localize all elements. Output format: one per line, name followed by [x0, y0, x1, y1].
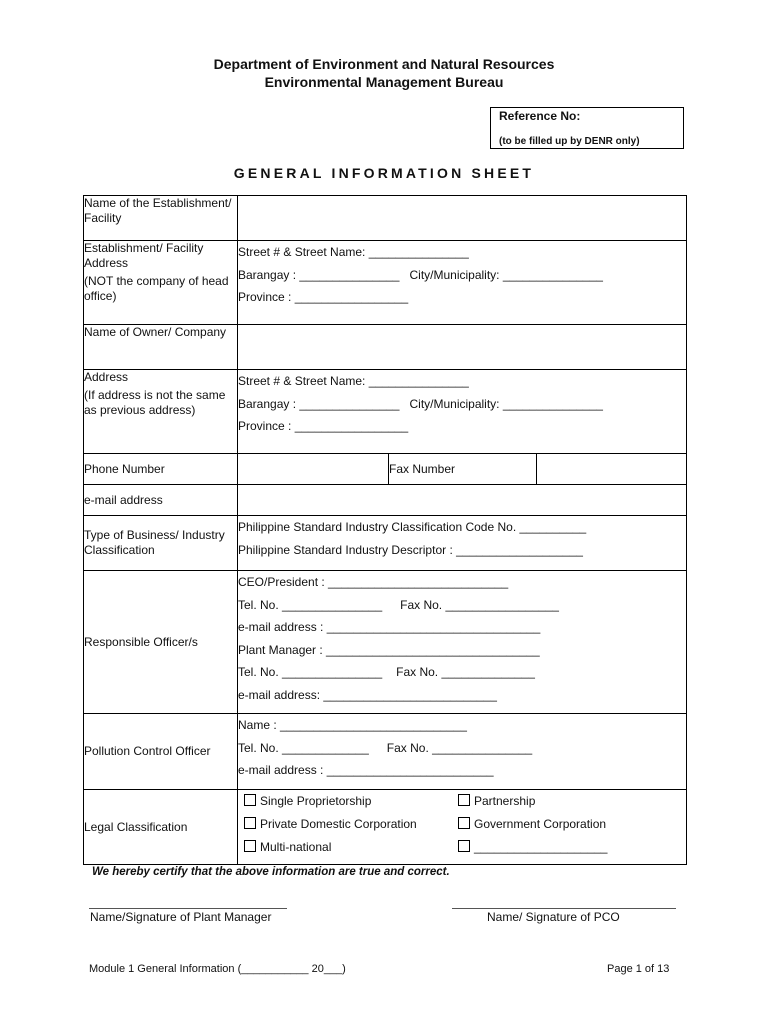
facility-address-label-cell: [84, 241, 238, 325]
pm-tel: Tel. No. _______________: [238, 665, 383, 679]
facility-address-field[interactable]: [238, 241, 687, 325]
agency-name: Department of Environment and Natural Resources: [213, 56, 555, 72]
pm-fax: Fax No. ______________: [396, 665, 535, 679]
footer-page-number: Page 1 of 13: [607, 963, 670, 975]
facility-address-note: (NOT the company of head office): [84, 274, 229, 303]
pco-name-line: Name : ____________________________: [238, 718, 467, 732]
pco-field[interactable]: [238, 714, 687, 790]
psic-descriptor-line: Philippine Standard Industry Descriptor : ___________________: [238, 542, 583, 557]
phone-label: Phone Number: [84, 454, 238, 485]
checkbox-icon[interactable]: [458, 817, 470, 829]
reference-label: Reference No:: [499, 109, 581, 123]
checkbox-icon[interactable]: [244, 840, 256, 852]
pco-tel: Tel. No. _____________: [238, 740, 369, 755]
fax-field[interactable]: [537, 454, 687, 485]
ceo-line: CEO/President : ___________________________: [238, 575, 509, 589]
checkbox-icon[interactable]: [458, 794, 470, 806]
bureau-name: Environmental Management Bureau: [264, 74, 504, 90]
option-government-corporation[interactable]: Government Corporation: [458, 813, 606, 835]
page-title: GENERAL INFORMATION SHEET: [233, 165, 535, 181]
pco-label: Pollution Control Officer: [84, 714, 238, 790]
plant-manager-signature-label: Name/Signature of Plant Manager: [90, 910, 272, 924]
row-pco: [84, 714, 687, 790]
option-single-proprietorship[interactable]: Single Proprietorship: [244, 790, 371, 812]
facility-street-line: Street # & Street Name: _______________: [238, 245, 469, 259]
responsible-label: Responsible Officer/s: [84, 571, 238, 714]
legal-label: Legal Classification: [84, 790, 238, 865]
facility-barangay-city-line: [238, 264, 686, 287]
row-responsible-officers: [84, 571, 687, 714]
pco-tel-fax-line: [238, 737, 686, 760]
facility-city: City/Municipality: _______________: [409, 267, 603, 282]
checkbox-icon[interactable]: [458, 840, 470, 852]
address-province-line: Province : _________________: [238, 419, 409, 433]
establishment-name-label: Name of the Establishment/ Facility: [84, 196, 238, 241]
checkbox-icon[interactable]: [244, 794, 256, 806]
row-owner: [84, 325, 687, 370]
facility-province-line: Province : _________________: [238, 290, 409, 304]
option-private-domestic-corporation[interactable]: Private Domestic Corporation: [244, 813, 417, 835]
pm-tel-fax-line: [238, 661, 686, 684]
email-label: e-mail address: [84, 485, 238, 516]
address-label-cell: [84, 370, 238, 454]
address-barangay-city-line: [238, 393, 686, 416]
pco-email-line: e-mail address : _________________________: [238, 763, 494, 777]
phone-field[interactable]: [238, 454, 389, 485]
plant-manager-line: Plant Manager : ________________________________: [238, 642, 540, 657]
row-phone-fax: [84, 454, 687, 485]
responsible-field[interactable]: [238, 571, 687, 714]
reference-note: (to be filled up by DENR only): [499, 136, 640, 147]
ceo-fax: Fax No. _________________: [400, 597, 559, 612]
address-label: Address: [84, 370, 129, 384]
business-label: Type of Business/ Industry Classification: [84, 516, 238, 571]
owner-field[interactable]: [238, 325, 687, 370]
address-note: (If address is not the same as previous address): [84, 388, 226, 417]
row-business: [84, 516, 687, 571]
option-multi-national[interactable]: Multi-national: [244, 836, 331, 858]
general-information-form: [83, 195, 687, 865]
footer-module: Module 1 General Information (___________ 20___): [89, 963, 346, 975]
option-other[interactable]: ____________________: [458, 836, 607, 858]
pco-fax: Fax No. _______________: [386, 740, 533, 755]
row-facility-address: [84, 241, 687, 325]
owner-label: Name of Owner/ Company: [84, 325, 238, 370]
reference-box[interactable]: [490, 107, 684, 149]
fax-label: Fax Number: [389, 454, 537, 485]
business-field[interactable]: [238, 516, 687, 571]
checkbox-icon[interactable]: [244, 817, 256, 829]
row-legal: [84, 790, 687, 865]
pco-signature-line[interactable]: [452, 908, 676, 909]
address-barangay: Barangay : _______________: [238, 396, 400, 411]
facility-barangay: Barangay : _______________: [238, 267, 400, 282]
email-field[interactable]: [238, 485, 687, 516]
pco-signature-label: Name/ Signature of PCO: [487, 910, 620, 924]
legal-field: [238, 790, 687, 865]
establishment-name-field[interactable]: [238, 196, 687, 241]
address-city: City/Municipality: _______________: [409, 396, 603, 411]
ceo-email-line: e-mail address : ________________________________: [238, 620, 541, 634]
pm-email-line: e-mail address: __________________________: [238, 687, 497, 702]
legal-options: [244, 790, 680, 860]
plant-manager-signature-line[interactable]: [89, 908, 287, 909]
psic-code-line: Philippine Standard Industry Classification Code No. __________: [238, 520, 587, 534]
address-field[interactable]: [238, 370, 687, 454]
ceo-tel-fax-line: [238, 594, 686, 617]
certification-statement: We hereby certify that the above information are true and correct.: [92, 866, 450, 878]
row-establishment-name: [84, 196, 687, 241]
row-address: [84, 370, 687, 454]
row-email: [84, 485, 687, 516]
facility-address-label: Establishment/ Facility Address: [84, 241, 204, 270]
address-street-line: Street # & Street Name: _______________: [238, 374, 469, 388]
ceo-tel: Tel. No. _______________: [238, 597, 383, 612]
option-partnership[interactable]: Partnership: [458, 790, 535, 812]
